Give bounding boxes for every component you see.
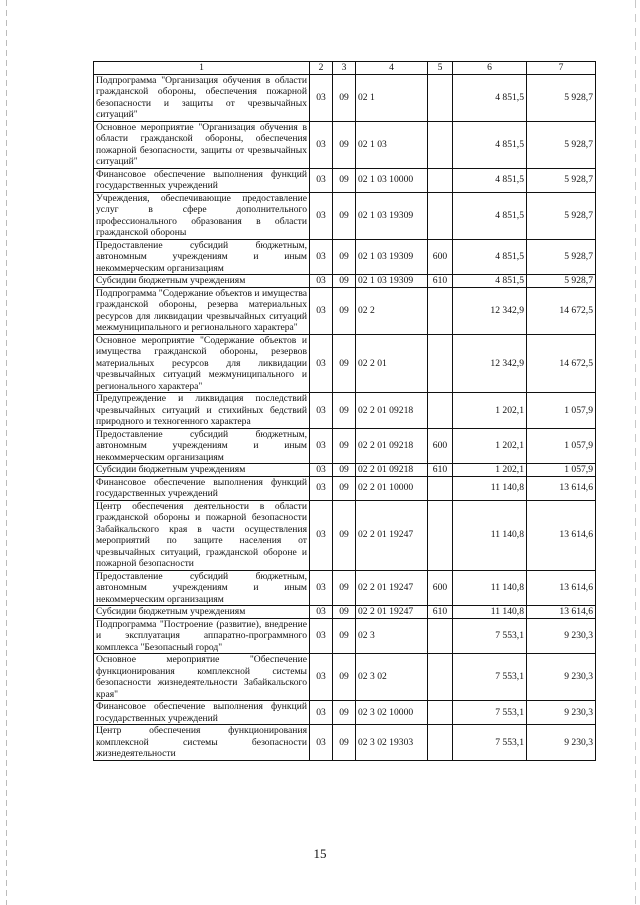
row-section: 03 bbox=[310, 334, 333, 393]
row-name: Предупреждение и ликвидация последствий чрезвычайных ситуаций и стихийных бедствий природного и техногенного характера bbox=[94, 393, 310, 429]
table-row bbox=[94, 74, 596, 121]
row-section: 03 bbox=[310, 239, 333, 275]
table-row bbox=[94, 618, 596, 654]
row-target-article: 02 2 01 19247 bbox=[356, 500, 428, 570]
row-expense-type bbox=[428, 121, 453, 168]
row-section: 03 bbox=[310, 168, 333, 192]
row-amount-b: 9 230,3 bbox=[527, 701, 596, 725]
row-amount-a: 1 202,1 bbox=[453, 464, 527, 477]
table-row bbox=[94, 725, 596, 761]
scan-edge-left bbox=[6, 0, 7, 905]
row-name: Предоставление субсидий бюджетным, автономным учреждениям и иным некоммерческим организациям bbox=[94, 239, 310, 275]
row-section: 03 bbox=[310, 275, 333, 288]
row-subsection: 09 bbox=[333, 74, 356, 121]
row-expense-type bbox=[428, 168, 453, 192]
row-subsection: 09 bbox=[333, 500, 356, 570]
table-row bbox=[94, 464, 596, 477]
page-number: 15 bbox=[313, 846, 327, 861]
row-amount-a: 7 553,1 bbox=[453, 701, 527, 725]
row-section: 03 bbox=[310, 701, 333, 725]
row-amount-a: 12 342,9 bbox=[453, 334, 527, 393]
row-expense-type: 610 bbox=[428, 464, 453, 477]
row-name: Основное мероприятие "Содержание объектов и имущества гражданской обороны, резервов материальных ресурсов для ликвидации чрезвычайных ситуаций межмуниципального и регионального характера" bbox=[94, 334, 310, 393]
row-expense-type bbox=[428, 334, 453, 393]
row-amount-b: 13 614,6 bbox=[527, 476, 596, 500]
header-col-1: 1 bbox=[94, 62, 310, 75]
header-col-2: 2 bbox=[310, 62, 333, 75]
row-name: Подпрограмма "Построение (развитие), внедрение и эксплуатация аппаратно-программного комплекса "Безопасный город" bbox=[94, 618, 310, 654]
row-subsection: 09 bbox=[333, 168, 356, 192]
row-amount-b: 5 928,7 bbox=[527, 192, 596, 239]
row-target-article: 02 1 03 19309 bbox=[356, 239, 428, 275]
row-amount-a: 11 140,8 bbox=[453, 476, 527, 500]
row-amount-b: 5 928,7 bbox=[527, 168, 596, 192]
row-target-article: 02 2 01 10000 bbox=[356, 476, 428, 500]
row-subsection: 09 bbox=[333, 654, 356, 701]
row-amount-b: 5 928,7 bbox=[527, 74, 596, 121]
row-subsection: 09 bbox=[333, 275, 356, 288]
row-target-article: 02 1 03 bbox=[356, 121, 428, 168]
row-amount-a: 4 851,5 bbox=[453, 192, 527, 239]
row-name: Предоставление субсидий бюджетным, автономным учреждениям и иным некоммерческим организациям bbox=[94, 428, 310, 464]
row-subsection: 09 bbox=[333, 570, 356, 606]
row-name: Финансовое обеспечение выполнения функций государственных учреждений bbox=[94, 168, 310, 192]
row-target-article: 02 1 bbox=[356, 74, 428, 121]
row-name: Центр обеспечения деятельности в области гражданской обороны и пожарной безопасности Забайкальского края в части осуществления мероприятий по защите населения от чрезвычайных ситуаций, гражданской обороне и пожарной безопасности bbox=[94, 500, 310, 570]
row-amount-a: 4 851,5 bbox=[453, 121, 527, 168]
row-name: Субсидии бюджетным учреждениям bbox=[94, 464, 310, 477]
row-subsection: 09 bbox=[333, 393, 356, 429]
row-amount-b: 13 614,6 bbox=[527, 606, 596, 619]
row-expense-type: 600 bbox=[428, 570, 453, 606]
row-subsection: 09 bbox=[333, 725, 356, 761]
row-amount-b: 5 928,7 bbox=[527, 121, 596, 168]
row-section: 03 bbox=[310, 393, 333, 429]
row-expense-type: 600 bbox=[428, 239, 453, 275]
row-subsection: 09 bbox=[333, 464, 356, 477]
table-row bbox=[94, 606, 596, 619]
row-name: Учреждения, обеспечивающие предоставление услуг в сфере дополнительного профессионального образования в области гражданской обороны bbox=[94, 192, 310, 239]
row-subsection: 09 bbox=[333, 606, 356, 619]
row-amount-a: 11 140,8 bbox=[453, 500, 527, 570]
row-section: 03 bbox=[310, 618, 333, 654]
row-target-article: 02 2 01 19247 bbox=[356, 606, 428, 619]
row-amount-a: 4 851,5 bbox=[453, 239, 527, 275]
row-name: Предоставление субсидий бюджетным, автономным учреждениям и иным некоммерческим организациям bbox=[94, 570, 310, 606]
scan-edge-right bbox=[635, 0, 636, 905]
row-amount-b: 1 057,9 bbox=[527, 393, 596, 429]
table-row bbox=[94, 500, 596, 570]
row-target-article: 02 1 03 19309 bbox=[356, 192, 428, 239]
row-expense-type bbox=[428, 725, 453, 761]
table-row bbox=[94, 334, 596, 393]
row-subsection: 09 bbox=[333, 476, 356, 500]
row-name: Субсидии бюджетным учреждениям bbox=[94, 606, 310, 619]
row-amount-a: 7 553,1 bbox=[453, 725, 527, 761]
row-section: 03 bbox=[310, 428, 333, 464]
row-subsection: 09 bbox=[333, 334, 356, 393]
row-section: 03 bbox=[310, 476, 333, 500]
row-subsection: 09 bbox=[333, 239, 356, 275]
row-subsection: 09 bbox=[333, 192, 356, 239]
row-amount-a: 4 851,5 bbox=[453, 275, 527, 288]
table-row bbox=[94, 476, 596, 500]
row-target-article: 02 2 01 bbox=[356, 334, 428, 393]
row-expense-type bbox=[428, 74, 453, 121]
row-target-article: 02 3 bbox=[356, 618, 428, 654]
row-target-article: 02 3 02 19303 bbox=[356, 725, 428, 761]
row-subsection: 09 bbox=[333, 121, 356, 168]
row-expense-type bbox=[428, 500, 453, 570]
row-amount-b: 5 928,7 bbox=[527, 275, 596, 288]
row-amount-a: 4 851,5 bbox=[453, 168, 527, 192]
row-subsection: 09 bbox=[333, 287, 356, 334]
header-col-6: 6 bbox=[453, 62, 527, 75]
row-section: 03 bbox=[310, 121, 333, 168]
row-name: Подпрограмма "Содержание объектов и имущества гражданской обороны, резерва материальных ресурсов для ликвидации чрезвычайных ситуаций межмуниципального и регионального характера" bbox=[94, 287, 310, 334]
table-row bbox=[94, 192, 596, 239]
row-subsection: 09 bbox=[333, 618, 356, 654]
row-name: Подпрограмма "Организация обучения в области гражданской обороны, обеспечения пожарной безопасности и защиты от чрезвычайных ситуаций" bbox=[94, 74, 310, 121]
row-amount-b: 14 672,5 bbox=[527, 287, 596, 334]
row-section: 03 bbox=[310, 74, 333, 121]
row-amount-a: 1 202,1 bbox=[453, 393, 527, 429]
row-expense-type bbox=[428, 618, 453, 654]
table-row bbox=[94, 275, 596, 288]
table-row bbox=[94, 654, 596, 701]
table-row bbox=[94, 168, 596, 192]
row-section: 03 bbox=[310, 287, 333, 334]
row-expense-type bbox=[428, 192, 453, 239]
row-target-article: 02 2 01 09218 bbox=[356, 464, 428, 477]
header-col-5: 5 bbox=[428, 62, 453, 75]
row-subsection: 09 bbox=[333, 428, 356, 464]
row-amount-a: 7 553,1 bbox=[453, 618, 527, 654]
row-name: Субсидии бюджетным учреждениям bbox=[94, 275, 310, 288]
row-subsection: 09 bbox=[333, 701, 356, 725]
row-amount-b: 9 230,3 bbox=[527, 725, 596, 761]
row-name: Центр обеспечения функционирования комплексной системы безопасности жизнедеятельности bbox=[94, 725, 310, 761]
header-col-4: 4 bbox=[356, 62, 428, 75]
table-row bbox=[94, 121, 596, 168]
row-section: 03 bbox=[310, 654, 333, 701]
row-name: Финансовое обеспечение выполнения функций государственных учреждений bbox=[94, 701, 310, 725]
table-row bbox=[94, 393, 596, 429]
row-amount-b: 5 928,7 bbox=[527, 239, 596, 275]
row-amount-b: 1 057,9 bbox=[527, 464, 596, 477]
row-amount-a: 7 553,1 bbox=[453, 654, 527, 701]
table-row bbox=[94, 570, 596, 606]
row-amount-b: 1 057,9 bbox=[527, 428, 596, 464]
row-expense-type: 610 bbox=[428, 606, 453, 619]
row-amount-a: 11 140,8 bbox=[453, 606, 527, 619]
row-name: Финансовое обеспечение выполнения функций государственных учреждений bbox=[94, 476, 310, 500]
row-name: Основное мероприятие "Обеспечение функционирования комплексной системы безопасности жизнедеятельности Забайкальского края" bbox=[94, 654, 310, 701]
row-section: 03 bbox=[310, 725, 333, 761]
header-col-3: 3 bbox=[333, 62, 356, 75]
row-amount-a: 11 140,8 bbox=[453, 570, 527, 606]
table-row bbox=[94, 239, 596, 275]
row-target-article: 02 2 bbox=[356, 287, 428, 334]
row-amount-b: 13 614,6 bbox=[527, 570, 596, 606]
table-header-row bbox=[94, 62, 596, 75]
header-col-7: 7 bbox=[527, 62, 596, 75]
row-amount-a: 4 851,5 bbox=[453, 74, 527, 121]
row-target-article: 02 1 03 10000 bbox=[356, 168, 428, 192]
row-expense-type: 610 bbox=[428, 275, 453, 288]
table-row bbox=[94, 428, 596, 464]
row-target-article: 02 3 02 10000 bbox=[356, 701, 428, 725]
table-row bbox=[94, 701, 596, 725]
row-expense-type: 600 bbox=[428, 428, 453, 464]
budget-table bbox=[93, 61, 596, 761]
table-row bbox=[94, 287, 596, 334]
row-amount-a: 1 202,1 bbox=[453, 428, 527, 464]
row-amount-b: 14 672,5 bbox=[527, 334, 596, 393]
row-target-article: 02 1 03 19309 bbox=[356, 275, 428, 288]
row-target-article: 02 2 01 09218 bbox=[356, 428, 428, 464]
row-section: 03 bbox=[310, 464, 333, 477]
row-expense-type bbox=[428, 476, 453, 500]
row-section: 03 bbox=[310, 570, 333, 606]
row-amount-b: 13 614,6 bbox=[527, 500, 596, 570]
row-expense-type bbox=[428, 701, 453, 725]
row-expense-type bbox=[428, 654, 453, 701]
row-expense-type bbox=[428, 287, 453, 334]
row-section: 03 bbox=[310, 606, 333, 619]
row-amount-a: 12 342,9 bbox=[453, 287, 527, 334]
row-section: 03 bbox=[310, 500, 333, 570]
row-target-article: 02 3 02 bbox=[356, 654, 428, 701]
row-target-article: 02 2 01 19247 bbox=[356, 570, 428, 606]
row-amount-b: 9 230,3 bbox=[527, 654, 596, 701]
row-expense-type bbox=[428, 393, 453, 429]
row-target-article: 02 2 01 09218 bbox=[356, 393, 428, 429]
row-section: 03 bbox=[310, 192, 333, 239]
row-name: Основное мероприятие "Организация обучения в области гражданской обороны, обеспечения пожарной безопасности, защиты от чрезвычайных ситуаций" bbox=[94, 121, 310, 168]
row-amount-b: 9 230,3 bbox=[527, 618, 596, 654]
